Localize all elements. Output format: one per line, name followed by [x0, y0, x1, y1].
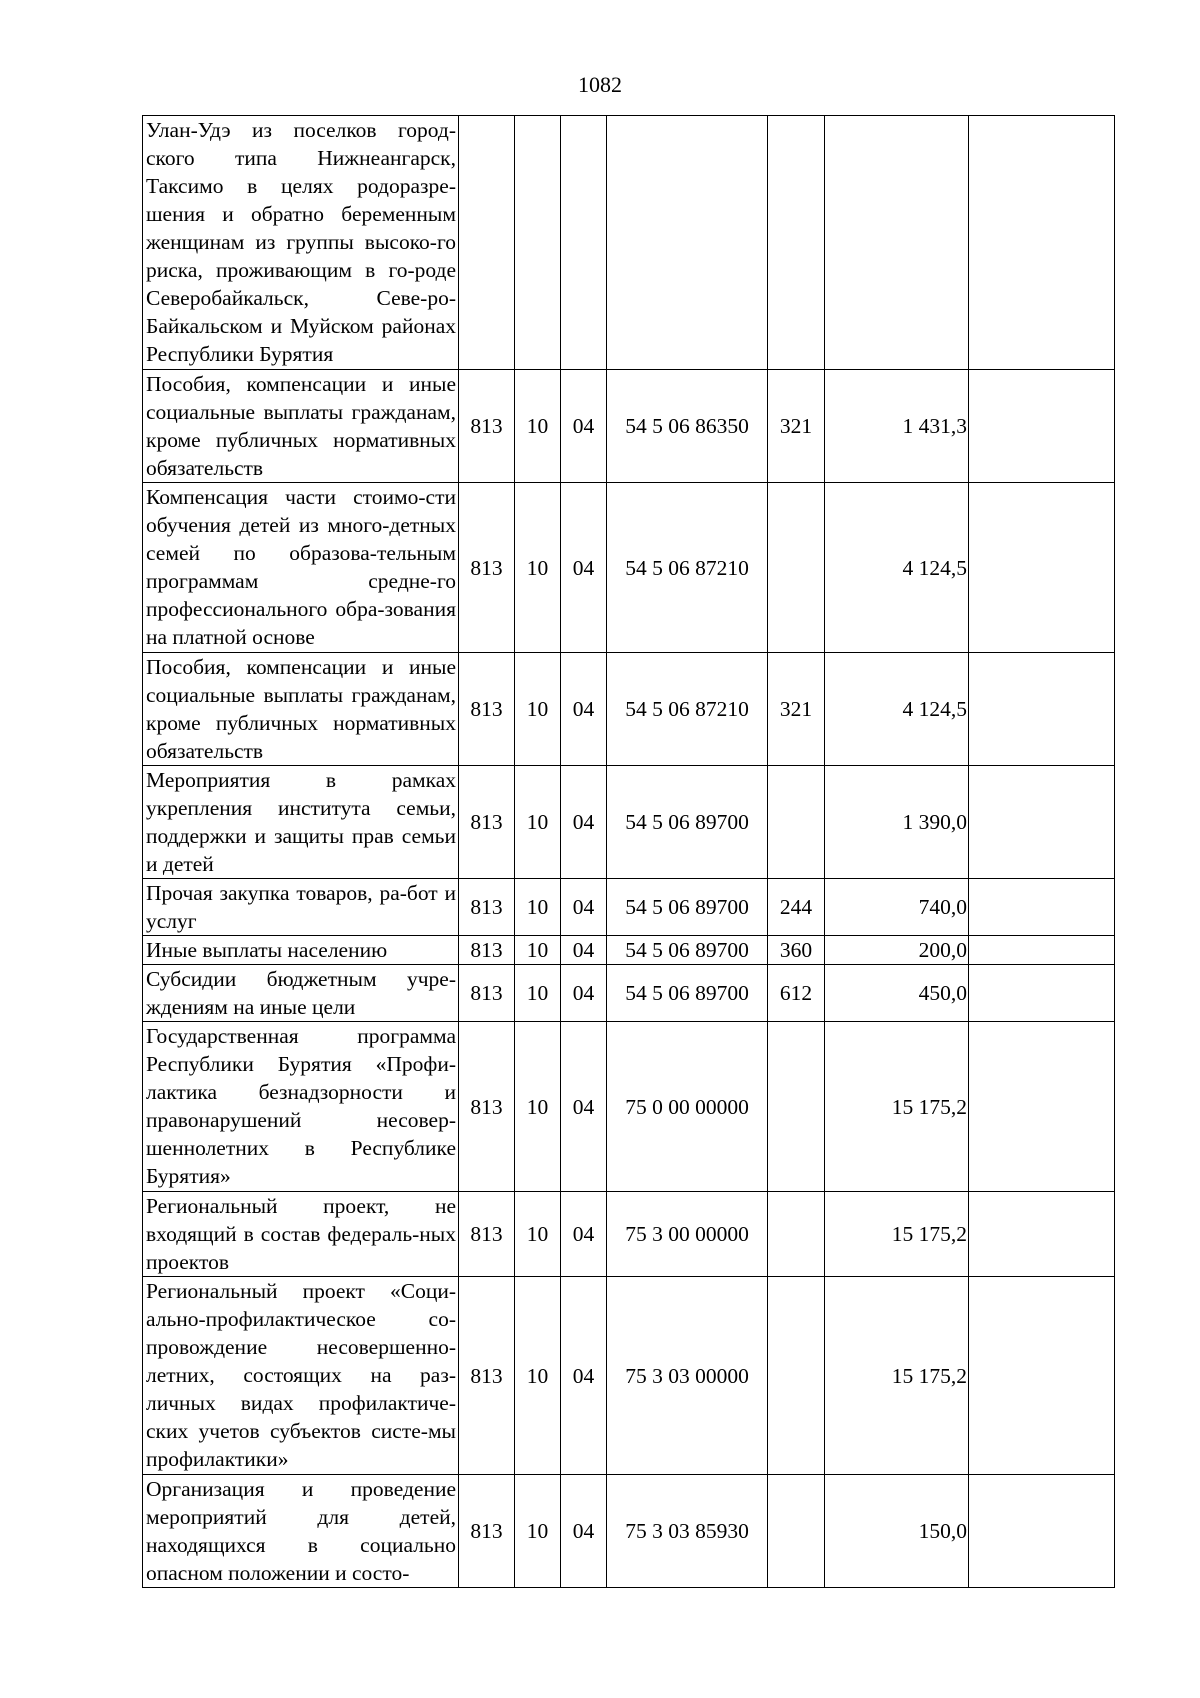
- target-article-code: 54 5 06 87210: [607, 483, 768, 653]
- expense-type-code: [768, 116, 825, 370]
- table-row: [143, 879, 1115, 936]
- section-code: 10: [515, 936, 561, 965]
- section-code: 10: [515, 1192, 561, 1277]
- expense-type-code: [768, 1277, 825, 1475]
- ministry-code: 813: [459, 879, 515, 936]
- target-article-code: 75 3 03 85930: [607, 1475, 768, 1588]
- extra-cell: [969, 965, 1115, 1022]
- extra-cell: [969, 370, 1115, 483]
- table-row: [143, 766, 1115, 879]
- table-row: [143, 1475, 1115, 1588]
- subsection-code: 04: [561, 766, 607, 879]
- target-article-code: 75 3 00 00000: [607, 1192, 768, 1277]
- section-code: 10: [515, 1277, 561, 1475]
- target-article-code: 54 5 06 89700: [607, 936, 768, 965]
- ministry-code: [459, 116, 515, 370]
- ministry-code: 813: [459, 653, 515, 766]
- amount-cell: 1 431,3: [825, 370, 969, 483]
- page-number: 1082: [578, 72, 622, 97]
- table-row: [143, 483, 1115, 653]
- row-description: Компенсация части стоимо-сти обучения детей из много-детных семей по образова-тельным программам средне-го профессионального обра-зования на платной основе: [143, 483, 459, 653]
- row-description: Пособия, компенсации и иные социальные выплаты гражданам, кроме публичных нормативных обязательств: [143, 653, 459, 766]
- target-article-code: 54 5 06 89700: [607, 766, 768, 879]
- subsection-code: [561, 116, 607, 370]
- amount-cell: 15 175,2: [825, 1277, 969, 1475]
- table-row: [143, 936, 1115, 965]
- table-row: [143, 965, 1115, 1022]
- extra-cell: [969, 1277, 1115, 1475]
- table-row: [143, 116, 1115, 370]
- target-article-code: 54 5 06 87210: [607, 653, 768, 766]
- ministry-code: 813: [459, 370, 515, 483]
- target-article-code: [607, 116, 768, 370]
- subsection-code: 04: [561, 1475, 607, 1588]
- expense-type-code: 360: [768, 936, 825, 965]
- target-article-code: 54 5 06 86350: [607, 370, 768, 483]
- section-code: 10: [515, 1022, 561, 1192]
- subsection-code: 04: [561, 936, 607, 965]
- amount-cell: 150,0: [825, 1475, 969, 1588]
- ministry-code: 813: [459, 1475, 515, 1588]
- section-code: 10: [515, 483, 561, 653]
- row-description: Региональный проект, не входящий в состав федераль-ных проектов: [143, 1192, 459, 1277]
- subsection-code: 04: [561, 965, 607, 1022]
- budget-table: [142, 115, 1115, 1588]
- expense-type-code: [768, 766, 825, 879]
- row-description: Организация и проведение мероприятий для детей, находящихся в социально опасном положении и состо-: [143, 1475, 459, 1588]
- row-description: Субсидии бюджетным учре-ждениям на иные цели: [143, 965, 459, 1022]
- amount-cell: 15 175,2: [825, 1192, 969, 1277]
- expense-type-code: 612: [768, 965, 825, 1022]
- section-code: 10: [515, 766, 561, 879]
- expense-type-code: [768, 483, 825, 653]
- amount-cell: 1 390,0: [825, 766, 969, 879]
- extra-cell: [969, 1192, 1115, 1277]
- amount-cell: 450,0: [825, 965, 969, 1022]
- row-description: Региональный проект «Соци-ально-профилактическое со-провождение несовершенно-летних, состоящих на раз-личных видах профилактиче-ских учетов субъектов систе-мы профилактики»: [143, 1277, 459, 1475]
- extra-cell: [969, 766, 1115, 879]
- target-article-code: 54 5 06 89700: [607, 879, 768, 936]
- ministry-code: 813: [459, 483, 515, 653]
- section-code: 10: [515, 653, 561, 766]
- section-code: 10: [515, 879, 561, 936]
- target-article-code: 75 3 03 00000: [607, 1277, 768, 1475]
- extra-cell: [969, 1022, 1115, 1192]
- table-row: [143, 1277, 1115, 1475]
- row-description: Прочая закупка товаров, ра-бот и услуг: [143, 879, 459, 936]
- section-code: 10: [515, 965, 561, 1022]
- expense-type-code: 244: [768, 879, 825, 936]
- subsection-code: 04: [561, 1022, 607, 1192]
- subsection-code: 04: [561, 370, 607, 483]
- expense-type-code: [768, 1022, 825, 1192]
- ministry-code: 813: [459, 936, 515, 965]
- subsection-code: 04: [561, 653, 607, 766]
- extra-cell: [969, 483, 1115, 653]
- amount-cell: 740,0: [825, 879, 969, 936]
- table-row: [143, 653, 1115, 766]
- extra-cell: [969, 116, 1115, 370]
- subsection-code: 04: [561, 879, 607, 936]
- section-code: [515, 116, 561, 370]
- target-article-code: 75 0 00 00000: [607, 1022, 768, 1192]
- target-article-code: 54 5 06 89700: [607, 965, 768, 1022]
- expense-type-code: [768, 1192, 825, 1277]
- table-row: [143, 370, 1115, 483]
- expense-type-code: [768, 1475, 825, 1588]
- row-description: Улан-Удэ из поселков город-ского типа Нижнеангарск, Таксимо в целях родоразре-шения и обратно беременным женщинам из группы высоко-го риска, проживающим в го-роде Северобайкальск, Севе-ро-Байкальском и Муйском районах Республики Бурятия: [143, 116, 459, 370]
- table-row: [143, 1022, 1115, 1192]
- section-code: 10: [515, 370, 561, 483]
- amount-cell: 15 175,2: [825, 1022, 969, 1192]
- extra-cell: [969, 653, 1115, 766]
- ministry-code: 813: [459, 1192, 515, 1277]
- section-code: 10: [515, 1475, 561, 1588]
- amount-cell: 4 124,5: [825, 653, 969, 766]
- amount-cell: 4 124,5: [825, 483, 969, 653]
- row-description: Государственная программа Республики Бурятия «Профи-лактика безнадзорности и правонарушений несовер-шеннолетних в Республике Бурятия»: [143, 1022, 459, 1192]
- subsection-code: 04: [561, 1277, 607, 1475]
- amount-cell: 200,0: [825, 936, 969, 965]
- ministry-code: 813: [459, 965, 515, 1022]
- subsection-code: 04: [561, 1192, 607, 1277]
- expense-type-code: 321: [768, 653, 825, 766]
- extra-cell: [969, 1475, 1115, 1588]
- row-description: Иные выплаты населению: [143, 936, 459, 965]
- amount-cell: [825, 116, 969, 370]
- ministry-code: 813: [459, 1022, 515, 1192]
- ministry-code: 813: [459, 1277, 515, 1475]
- table-row: [143, 1192, 1115, 1277]
- ministry-code: 813: [459, 766, 515, 879]
- row-description: Пособия, компенсации и иные социальные выплаты гражданам, кроме публичных нормативных обязательств: [143, 370, 459, 483]
- expense-type-code: 321: [768, 370, 825, 483]
- subsection-code: 04: [561, 483, 607, 653]
- row-description: Мероприятия в рамках укрепления института семьи, поддержки и защиты прав семьи и детей: [143, 766, 459, 879]
- extra-cell: [969, 879, 1115, 936]
- extra-cell: [969, 936, 1115, 965]
